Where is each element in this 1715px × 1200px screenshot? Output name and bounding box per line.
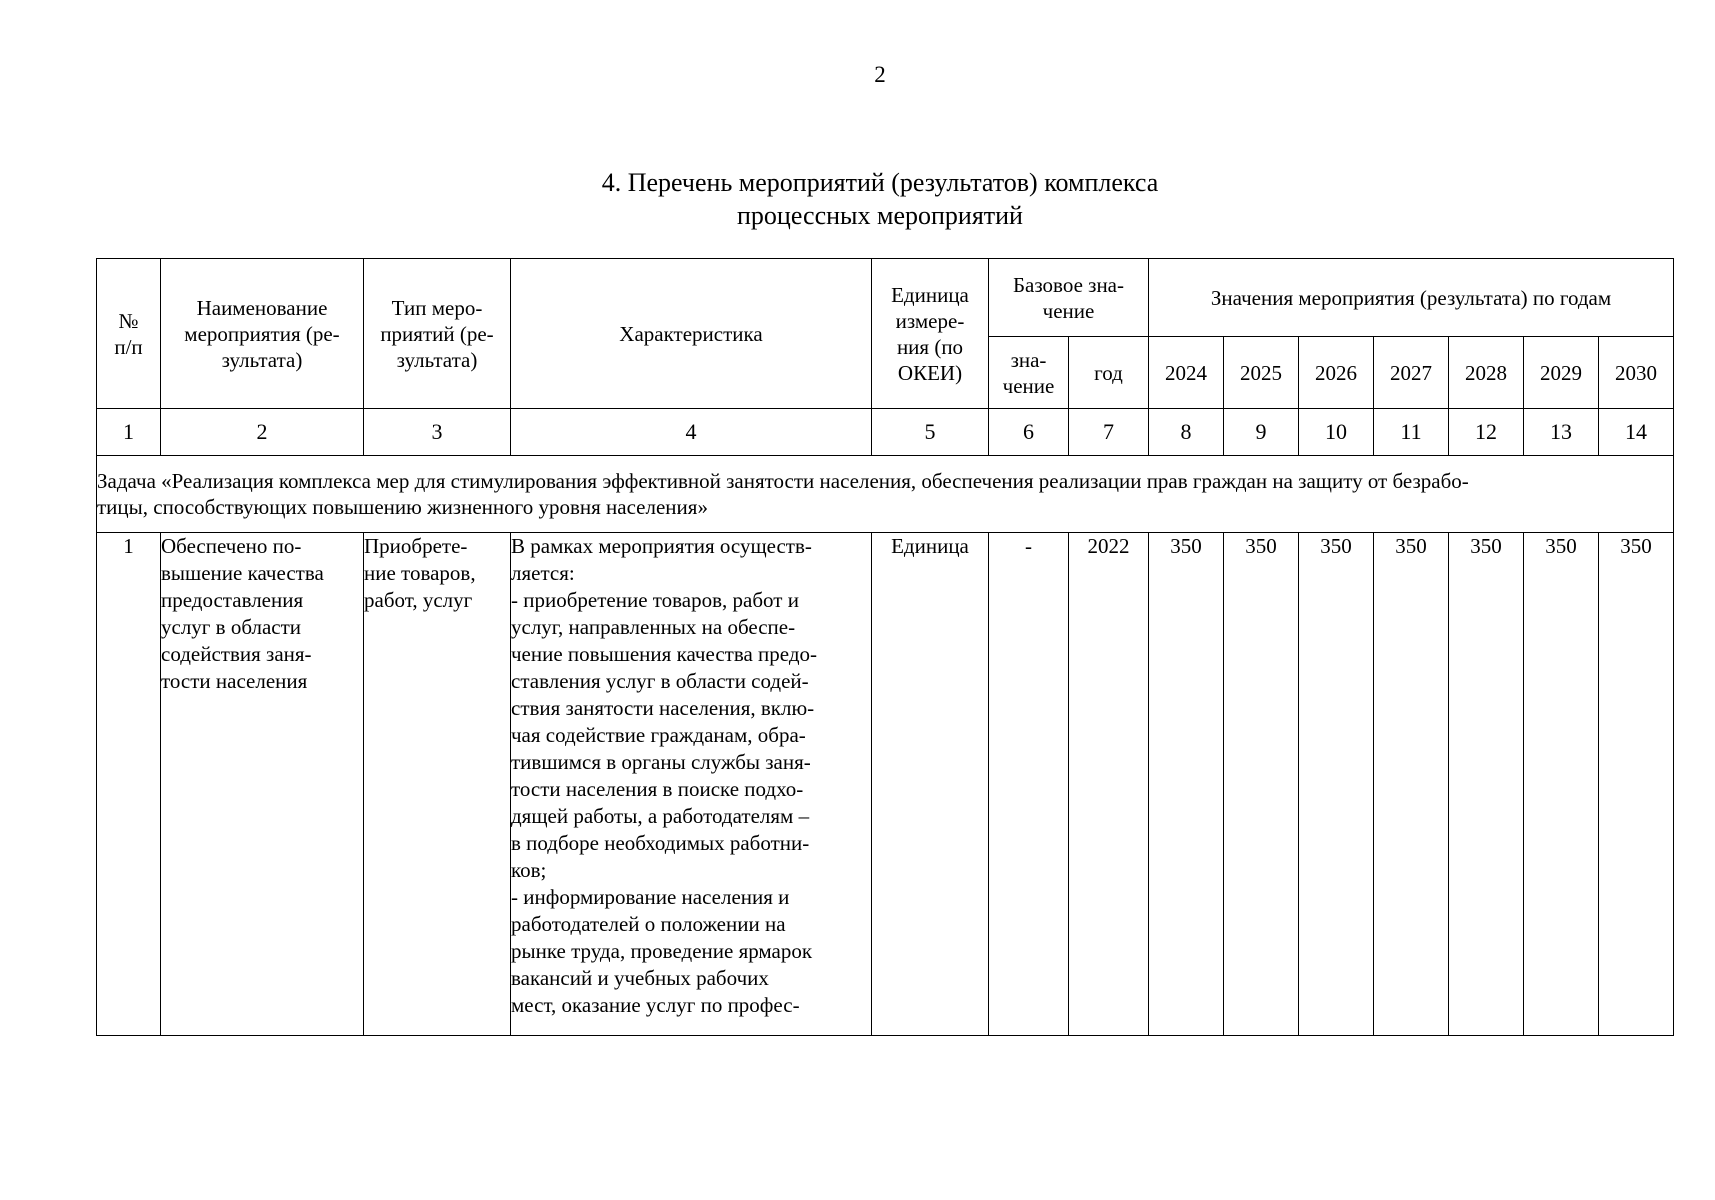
page-number: 2 bbox=[874, 62, 886, 87]
row-value-2024: 350 bbox=[1149, 533, 1224, 1036]
row-unit: Единица bbox=[872, 533, 989, 1036]
header-base-value-year: год bbox=[1069, 337, 1149, 409]
row-characteristic: В рамках мероприятия осуществ- ляется: - приобретение товаров, работ и услуг, направленных на обеспе- чение повышения качества предо- ставления услуг в области содей- ствия занятости населения, вклю- чая содействие гражданам, обра- тившимся в органы службы заня- тости населения в поиске подхо- дящей работы, а работодателям – в подборе необходимых работни- ков; - информирование населения и работодателей о положении на рынке труда, проведение ярмарок вакансий и учебных рабочих мест, оказание услуг по профес- bbox=[511, 533, 872, 1036]
header-year-2029: 2029 bbox=[1524, 337, 1599, 409]
column-number: 4 bbox=[511, 409, 872, 456]
column-number: 7 bbox=[1069, 409, 1149, 456]
row-value-2025: 350 bbox=[1224, 533, 1299, 1036]
column-number: 10 bbox=[1299, 409, 1374, 456]
row-num: 1 bbox=[97, 533, 161, 1036]
row-value-2026: 350 bbox=[1299, 533, 1374, 1036]
row-base-year: 2022 bbox=[1069, 533, 1149, 1036]
header-num: № п/п bbox=[97, 259, 161, 409]
document-title bbox=[440, 166, 1320, 232]
header-name: Наименование мероприятия (ре- зультата) bbox=[161, 259, 364, 409]
header-year-2026: 2026 bbox=[1299, 337, 1374, 409]
table-row bbox=[97, 533, 1674, 1036]
column-number: 9 bbox=[1224, 409, 1299, 456]
header-unit: Единица измере- ния (по ОКЕИ) bbox=[872, 259, 989, 409]
task-row bbox=[97, 456, 1674, 533]
column-number: 8 bbox=[1149, 409, 1224, 456]
header-year-2027: 2027 bbox=[1374, 337, 1449, 409]
row-value-2027: 350 bbox=[1374, 533, 1449, 1036]
row-value-2030: 350 bbox=[1599, 533, 1674, 1036]
header-base-value-value: зна- чение bbox=[989, 337, 1069, 409]
measures-table bbox=[96, 258, 1674, 1036]
task-text: Задача «Реализация комплекса мер для стимулирования эффективной занятости населения, обеспечения реализации прав граждан на защиту от безрабо- тицы, способствующих повышению жизненного уровня населения» bbox=[97, 456, 1674, 533]
header-characteristic: Характеристика bbox=[511, 259, 872, 409]
header-year-2028: 2028 bbox=[1449, 337, 1524, 409]
row-value-2028: 350 bbox=[1449, 533, 1524, 1036]
column-number: 3 bbox=[364, 409, 511, 456]
row-value-2029: 350 bbox=[1524, 533, 1599, 1036]
row-base-value: - bbox=[989, 533, 1069, 1036]
title-line-2: процессных мероприятий bbox=[737, 201, 1023, 230]
header-type: Тип меро- приятий (ре- зультата) bbox=[364, 259, 511, 409]
column-number: 2 bbox=[161, 409, 364, 456]
row-type: Приобрете- ние товаров, работ, услуг bbox=[364, 533, 511, 1036]
header-year-2025: 2025 bbox=[1224, 337, 1299, 409]
column-number: 1 bbox=[97, 409, 161, 456]
column-number: 5 bbox=[872, 409, 989, 456]
header-year-2030: 2030 bbox=[1599, 337, 1674, 409]
row-name: Обеспечено по- вышение качества предоставления услуг в области содействия заня- тости населения bbox=[161, 533, 364, 1036]
column-number: 14 bbox=[1599, 409, 1674, 456]
header-base-value: Базовое зна- чение bbox=[989, 259, 1149, 337]
column-number: 6 bbox=[989, 409, 1069, 456]
column-number: 12 bbox=[1449, 409, 1524, 456]
title-line-1: 4. Перечень мероприятий (результатов) комплекса bbox=[601, 168, 1159, 197]
header-year-2024: 2024 bbox=[1149, 337, 1224, 409]
header-values-by-years: Значения мероприятия (результата) по годам bbox=[1149, 259, 1674, 337]
column-number-row bbox=[97, 409, 1674, 456]
column-number: 13 bbox=[1524, 409, 1599, 456]
column-number: 11 bbox=[1374, 409, 1449, 456]
